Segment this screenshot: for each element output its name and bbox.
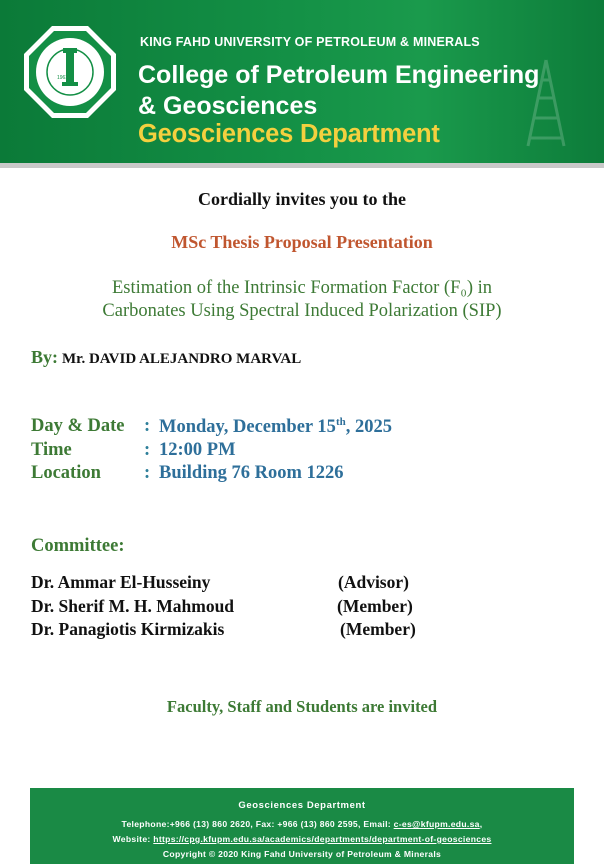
footer-banner <box>30 788 574 864</box>
committee-member-role: (Member) <box>337 596 413 616</box>
committee-member-role: (Advisor) <box>338 572 409 592</box>
location-label: Location <box>31 463 101 483</box>
thesis-title-line-2: Carbonates Using Spectral Induced Polarization (SIP) <box>102 301 502 321</box>
footer-website-link[interactable]: https://cpg.kfupm.edu.sa/academics/departments/department-of-geosciences <box>153 834 492 844</box>
committee-member-role: (Member) <box>340 619 416 639</box>
presenter-name: Mr. DAVID ALEJANDRO MARVAL <box>62 351 302 367</box>
date-separator: : <box>144 416 151 436</box>
svg-text:1963: 1963 <box>57 75 69 81</box>
invitation-intro: Cordially invites you to the <box>197 189 406 209</box>
thesis-title-line-1: Estimation of the Intrinsic Formation Factor (F₀) in <box>112 278 492 298</box>
university-name: KING FAHD UNIVERSITY OF PETROLEUM & MINERALS <box>140 35 480 49</box>
footer-copyright: Copyright © 2020 King Fahd University of Petroleum & Minerals <box>162 849 442 859</box>
header-banner <box>0 0 604 163</box>
kfupm-seal-icon <box>22 24 118 120</box>
department-name: Geosciences Department <box>138 120 440 148</box>
college-line-2: & Geosciences <box>138 92 318 120</box>
closing-invitation: Faculty, Staff and Students are invited <box>166 697 438 716</box>
location-value: Building 76 Room 1226 <box>159 463 344 483</box>
location-separator: : <box>144 463 151 483</box>
committee-member-name: Dr. Sherif M. H. Mahmoud <box>31 596 235 616</box>
time-separator: : <box>144 440 151 460</box>
footer-department: Geosciences Department <box>238 800 366 811</box>
time-label: Time <box>31 440 72 460</box>
header-divider <box>0 163 604 168</box>
presenter-label: By: <box>31 347 58 367</box>
date-value: Monday, December 15th, 2025 <box>159 416 392 437</box>
date-label: Day & Date <box>31 416 125 436</box>
college-name <box>138 60 539 122</box>
college-line-1: College of Petroleum Engineering <box>138 61 540 89</box>
committee-heading: Committee: <box>31 536 125 556</box>
footer-contact: Telephone:+966 (13) 860 2620, Fax: +966 (13) 860 2595, Email: c-es@kfupm.edu.sa, <box>121 819 483 829</box>
footer-email-link[interactable]: c-es@kfupm.edu.sa <box>393 819 480 829</box>
footer-website: Website: https://cpg.kfupm.edu.sa/academics/departments/department-of-geosciences <box>112 834 492 844</box>
time-value: 12:00 PM <box>159 440 236 460</box>
presenter <box>31 347 301 368</box>
event-type: MSc Thesis Proposal Presentation <box>171 232 433 252</box>
thesis-title <box>30 277 574 323</box>
committee-member-name: Dr. Panagiotis Kirmizakis <box>31 619 225 639</box>
committee-member-name: Dr. Ammar El-Husseiny <box>31 572 211 592</box>
